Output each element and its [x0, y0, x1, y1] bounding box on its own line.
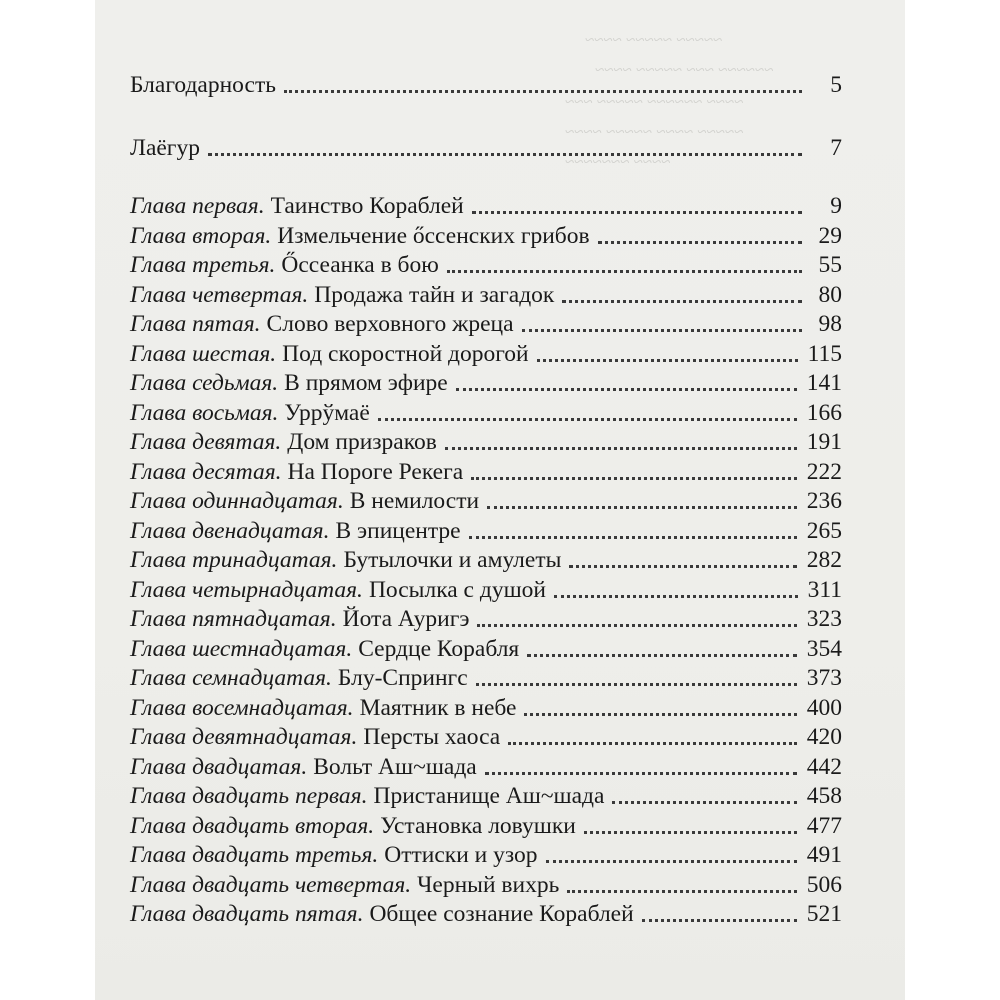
dot-leader — [208, 153, 802, 156]
toc-page-number: 442 — [806, 754, 842, 780]
dot-leader — [477, 624, 796, 627]
toc-page-number: 265 — [806, 518, 842, 544]
toc-chapter-row — [130, 752, 842, 782]
toc-page-number: 222 — [806, 459, 842, 485]
toc-page-number: 400 — [806, 695, 842, 721]
toc-chapter-row — [130, 250, 842, 280]
toc-page-number: 282 — [806, 547, 842, 573]
toc-chapter-label: Глава двадцать третья. — [130, 842, 379, 868]
toc-page-number: 7 — [830, 135, 842, 161]
toc-page-number: 5 — [830, 72, 842, 98]
toc-chapter-label: Глава первая. — [130, 193, 265, 219]
toc-front-matter-row — [130, 70, 842, 100]
toc-chapter-row — [130, 516, 842, 546]
toc-entry-title: Бутылочки и амулеты — [343, 547, 562, 573]
toc-page-number: 191 — [806, 429, 842, 455]
toc-entry-title: Блу-Спрингс — [337, 665, 468, 691]
toc-page-number: 354 — [806, 636, 842, 662]
toc-page-number: 141 — [806, 370, 842, 396]
dot-leader — [527, 654, 797, 657]
dot-leader — [447, 270, 802, 273]
toc-entry-title: Йота Ауригэ — [342, 606, 470, 632]
toc-page-number: 29 — [818, 223, 842, 249]
toc-chapter-row — [130, 457, 842, 487]
dot-leader — [476, 683, 797, 686]
dot-leader — [522, 329, 802, 332]
toc-page-number: 166 — [806, 400, 842, 426]
toc-chapter-row — [130, 604, 842, 634]
toc-chapter-label: Глава двадцатая. — [130, 754, 308, 780]
toc-chapter-label: Глава третья. — [130, 252, 276, 278]
dot-leader — [471, 477, 797, 480]
toc-page-number: 98 — [818, 311, 842, 337]
toc-entry-title: В немилости — [349, 488, 480, 514]
toc-page-number: 55 — [818, 252, 842, 278]
toc-entry-title: Таинство Кораблей — [270, 193, 464, 219]
toc-chapter-row — [130, 663, 842, 693]
dot-leader — [487, 506, 797, 509]
toc-chapter-row — [130, 486, 842, 516]
toc-chapter-label: Глава восьмая. — [130, 400, 279, 426]
toc-chapter-label: Глава пятая. — [130, 311, 261, 337]
bleed-through-text: ~~~~~ ~~~~ ~~~~~ ~~~~ — [565, 122, 744, 141]
toc-page-number: 80 — [818, 282, 842, 308]
toc-chapter-row — [130, 575, 842, 605]
dot-leader — [445, 447, 797, 450]
toc-chapter-row — [130, 221, 842, 251]
toc-chapter-label: Глава пятнадцатая. — [130, 606, 337, 632]
toc-entry-title: Лаёгур — [130, 135, 200, 161]
toc-chapter-label: Глава двадцать первая. — [130, 783, 368, 809]
toc-entry-title: Дом призраков — [287, 429, 437, 455]
dot-leader — [472, 211, 802, 214]
dot-leader — [584, 831, 797, 834]
toc-chapter-row — [130, 722, 842, 752]
dot-leader — [284, 90, 802, 93]
toc-chapter-label: Глава десятая. — [130, 459, 282, 485]
toc-entry-title: Общее сознание Кораблей — [369, 901, 634, 927]
toc-chapter-label: Глава двадцать четвертая. — [130, 872, 412, 898]
toc-chapter-row — [130, 545, 842, 575]
toc-chapter-row — [130, 398, 842, 428]
toc-front-matter-row — [130, 133, 842, 163]
toc-chapter-label: Глава седьмая. — [130, 370, 279, 396]
toc-entry-title: Оттиски и узор — [384, 842, 538, 868]
toc-chapter-row — [130, 634, 842, 664]
bleed-through-text: ~~~~~ ~~~~~ ~~~~ — [585, 30, 723, 49]
bleed-through-text: ~~~~~~ ~~~ ~~~~~ ~~~~ — [595, 60, 774, 79]
toc-chapter-label: Глава двадцать пятая. — [130, 901, 364, 927]
toc-chapter-row — [130, 781, 842, 811]
toc-chapter-row — [130, 811, 842, 841]
dot-leader — [612, 801, 796, 804]
dot-leader — [562, 300, 802, 303]
toc-chapter-label: Глава семнадцатая. — [130, 665, 332, 691]
dot-leader — [642, 919, 797, 922]
bleed-through-text: ~~~~ ~~~~~~ ~~~~~ ~~~ — [565, 92, 744, 111]
toc-chapter-label: Глава девятая. — [130, 429, 282, 455]
dot-leader — [554, 595, 798, 598]
dot-leader — [567, 890, 796, 893]
toc-chapter-label: Глава восемнадцатая. — [130, 695, 354, 721]
dot-leader — [508, 742, 797, 745]
toc-chapter-label: Глава двенадцатая. — [130, 518, 330, 544]
toc-page-number: 311 — [807, 577, 842, 603]
dot-leader — [598, 241, 802, 244]
toc-page-number: 373 — [806, 665, 842, 691]
toc-chapter-label: Глава четвертая. — [130, 282, 309, 308]
toc-entry-title: Слово верховного жреца — [266, 311, 514, 337]
dot-leader — [485, 772, 797, 775]
toc-page-number: 420 — [806, 724, 842, 750]
dot-leader — [569, 565, 796, 568]
toc-page-number: 477 — [806, 813, 842, 839]
toc-chapter-label: Глава одиннадцатая. — [130, 488, 344, 514]
toc-entry-title: Őссеанка в бою — [281, 252, 439, 278]
toc-chapter-row — [130, 427, 842, 457]
toc-entry-title: Продажа тайн и загадок — [314, 282, 555, 308]
toc-entry-title: В эпицентре — [335, 518, 461, 544]
toc-entry-title: Персты хаоса — [363, 724, 501, 750]
toc-chapter-row — [130, 368, 842, 398]
toc-chapter-label: Глава шестнадцатая. — [130, 636, 353, 662]
toc-chapter-row — [130, 280, 842, 310]
dot-leader — [546, 860, 797, 863]
toc-chapter-label: Глава тринадцатая. — [130, 547, 338, 573]
toc-entry-title: Измельчение őссенских грибов — [277, 223, 590, 249]
toc-chapter-row — [130, 899, 842, 929]
toc-entry-title: Установка ловушки — [380, 813, 576, 839]
toc-entry-title: На Пороге Рекега — [287, 459, 464, 485]
dot-leader — [378, 418, 797, 421]
toc-page-number: 521 — [806, 901, 842, 927]
toc-entry-title: Черный вихрь — [417, 872, 560, 898]
toc-entry-title: Посылка с душой — [368, 577, 546, 603]
toc-page-number: 323 — [806, 606, 842, 632]
toc-page-number: 115 — [807, 341, 842, 367]
toc-chapter-row — [130, 309, 842, 339]
toc-page-number: 9 — [830, 193, 842, 219]
toc-page-number: 458 — [806, 783, 842, 809]
toc-entry-title: Уррўмаё — [284, 400, 370, 426]
toc-entry-title: Маятник в небе — [359, 695, 517, 721]
dot-leader — [537, 359, 798, 362]
toc-page-number: 506 — [806, 872, 842, 898]
toc-page-number: 491 — [806, 842, 842, 868]
toc-chapter-row — [130, 840, 842, 870]
toc-chapter-row — [130, 870, 842, 900]
bleed-through-text: ~~~~ ~~~~~~~ — [565, 152, 671, 171]
toc-chapter-label: Глава шестая. — [130, 341, 277, 367]
toc-entry-title: Вольт Аш~шада — [313, 754, 477, 780]
toc-entry-title: Под скоростной дорогой — [282, 341, 529, 367]
toc-chapter-label: Глава четырнадцатая. — [130, 577, 363, 603]
toc-entry-title: Благодарность — [130, 72, 276, 98]
toc-chapter-label: Глава девятнадцатая. — [130, 724, 358, 750]
dot-leader — [469, 536, 797, 539]
toc-chapter-row — [130, 693, 842, 723]
dot-leader — [524, 713, 796, 716]
toc-entry-title: Сердце Корабля — [358, 636, 520, 662]
toc-entry-title: В прямом эфире — [284, 370, 448, 396]
toc-chapter-row — [130, 339, 842, 369]
toc-chapter-label: Глава вторая. — [130, 223, 272, 249]
toc-entry-title: Пристанище Аш~шада — [373, 783, 605, 809]
toc-chapter-label: Глава двадцать вторая. — [130, 813, 375, 839]
toc-page-number: 236 — [806, 488, 842, 514]
dot-leader — [456, 388, 797, 391]
toc-chapter-row — [130, 191, 842, 221]
